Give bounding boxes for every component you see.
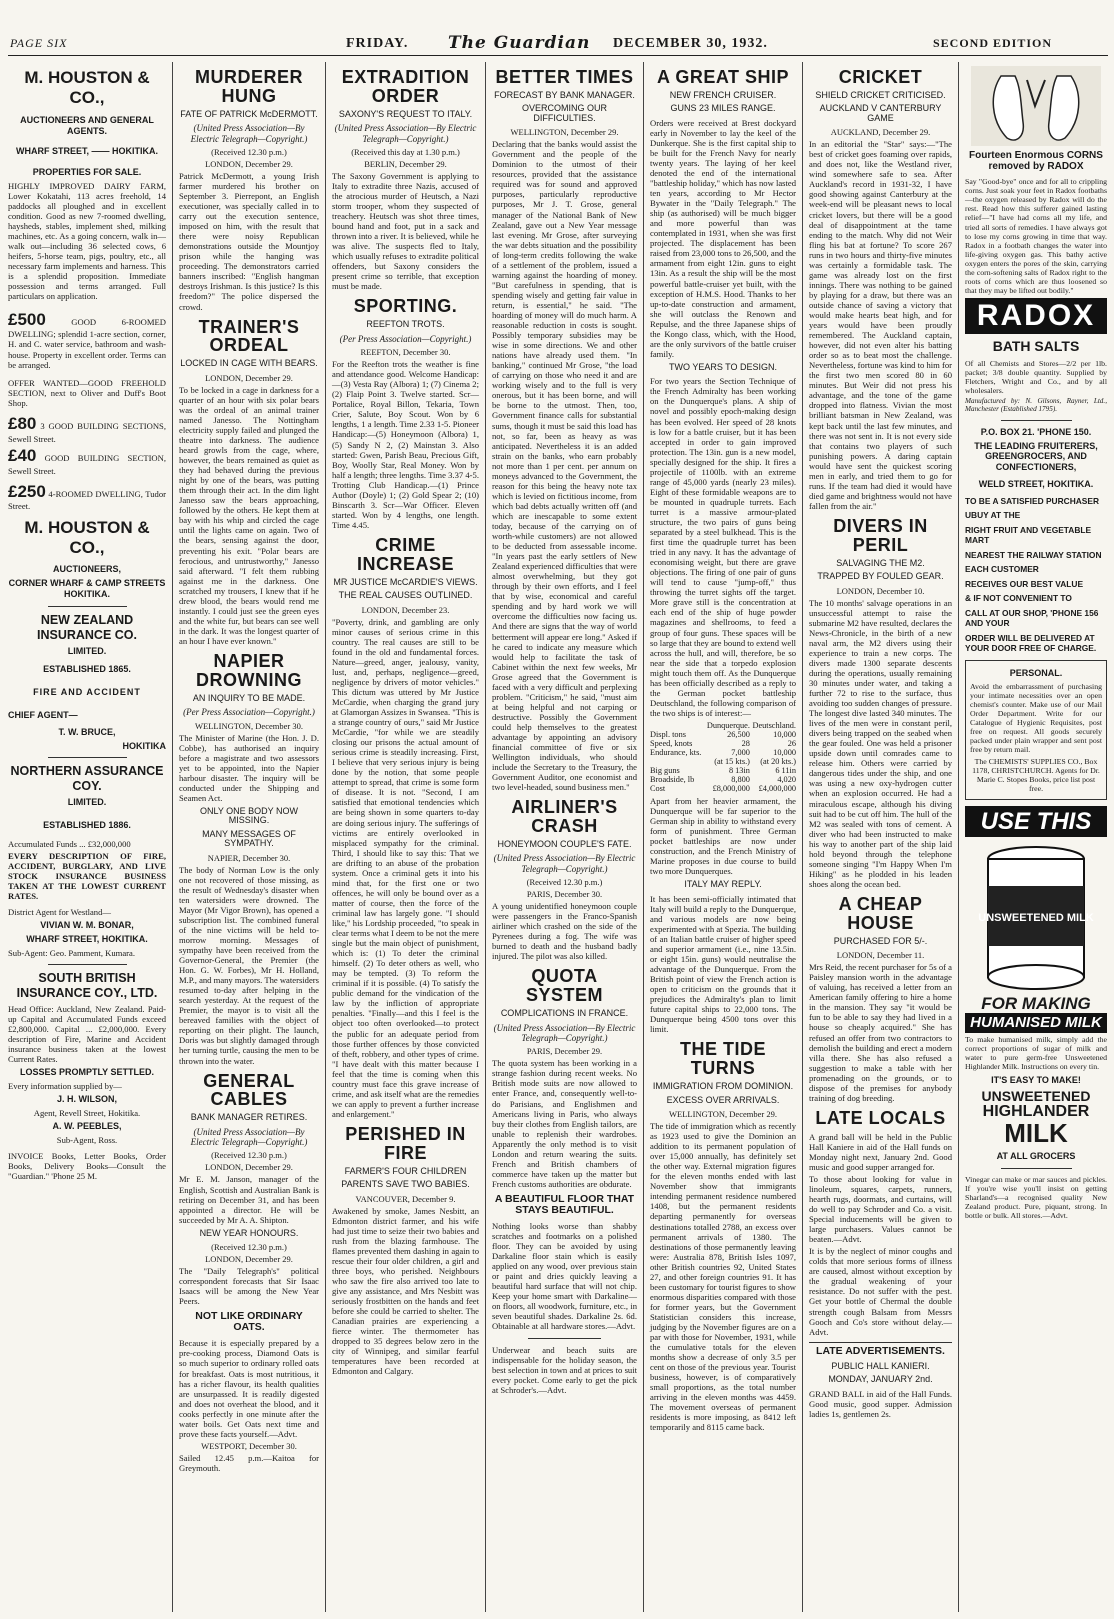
column-6 [805, 62, 956, 1612]
table-cell: 7,000 [731, 747, 750, 757]
column-rule [485, 62, 486, 1612]
article-subhead: SHIELD CRICKET CRITICISED. [815, 89, 946, 100]
article-body: For two years the Section Technique of the French Admiralty has been working on the Dunquerque's plans. A ship of novel and possibly epoch-making design has been evolved. Her speed of 28 knots is low for a battle cruiser, but it has been accepted in order to gain improved protection. The 13in. gun is a new model, specially designed for the ship. It fires a projectile of 1100lb. with an extreme range of 45,000 yards (nearly 23 miles). Eight of these formidable weapons are to be mounted in quadruple turrets. Each turret is a massive armour-plated structure, the two pairs of guns being separated by a steel bulkhead. This is the first time the quadruple turret has been tried in any navy. It has the advantage of economising weight, but there are grave objections. The firing of one pair of guns will tend to cause "jump-off," thus throwing the turret sights off the target. More grave still is the concentration at each end of the ship of huge powder magazines and shellrooms, to feed a group of four guns. These spaces will be so large that they are bound to extend well across the hull, and will, therefore, be so near the side that a torpedo explosion might touch them off. As the Dunquerque has been officially described as a reply to the German pocket battleship Deutschland, the following comparison of the two ships is of interest:— [650, 376, 796, 718]
article-subhead: FORECAST BY BANK MANAGER. [494, 89, 635, 100]
article-subhead: TWO YEARS TO DESIGN. [668, 361, 778, 372]
tin-label: UNSWEETENED MILK [978, 912, 1094, 925]
table-row [650, 766, 796, 775]
article-body: A grand ball will be held in the Public Hall Kaniere in aid of the Hall funds on Monday night next, January 2nd. Good music and good supper arranged for. [809, 1131, 952, 1172]
article-subhead: SAXONY'S REQUEST TO ITALY. [338, 108, 473, 119]
dateline: WELLINGTON, December 30. [195, 720, 303, 731]
property-4-price: £250 [8, 481, 46, 501]
table-cell: Endurance, kts. [650, 747, 702, 757]
dateline: LONDON, December 10. [836, 585, 925, 596]
divider [1001, 420, 1072, 421]
byline: (United Press Association—By Electric Telegraph—Copyright.) [493, 853, 636, 874]
article-body: GRAND BALL in aid of the Hall Funds. Good music, good supper. Admission ladies 1s, gentlemen 2s. [809, 1388, 952, 1419]
invoice-books: INVOICE Books, Letter Books, Order Books, Delivery Books—Consult the "Guardian." 'Phone 25 M. [8, 1150, 166, 1181]
article-body: Mrs Reid, the recent purchaser for 5s of a Paisley mansion worth in the advantage of valuing, has received a letter from an American family offering to hire a home in the mansion. They say "it would be fun to be able to say they had lived in a house so cheaply acquired." She has refused an offer from two contractors to demolish the building and erect a modern villa there. She has also refused a suggestion to make a table with her promenading on the grounds, or to dispose of the premises for anybody training of dog breeding. [809, 962, 952, 1103]
houston2-title: M. HOUSTON & CO., [24, 517, 150, 557]
edition: SECOND EDITION [933, 36, 1053, 50]
dateline: NAPIER, December 30. [207, 852, 291, 863]
milk-headline-1: FOR MAKING [981, 994, 1091, 1014]
list-item: NEAREST THE RAILWAY STATION [965, 549, 1102, 560]
article-body: Sailed 12.45 p.m.—Kaitoa for Greymouth. [179, 1452, 319, 1473]
article-subhead: FATE OF PATRICK McDERMOTT. [180, 108, 318, 119]
article-body: The Saxony Government is applying to Italy to extradite three Nazis, accused of the atrocious murder of Heutsch, a Nazi storm trooper, whom they suspected of treachery. Heutsch was shot three times, bound hand and foot, put in a sack and thrown into a river. It is believed, while he was alive. The suspects fled to Italy, which usually refuses to extradite political offenders, but Saxony considers the present crime so terrible, that exception must be made. [332, 170, 479, 292]
article-body: To be locked in a cage in darkness for a quarter of an hour with six polar bears was the ordeal of an animal trainer named Janesso. The Nottingham electricity supply failed and plunged the theatre into darkness. The audience heard growls from the cage, where, however, the bears remained as quiet as they had behaved during the previous night by one of the bears, was putting them through their act. In the dim light Janesso saw the bears approaching, followed by the others. He kept them at bay with his whip and circled the cage until the lights came on again. Two of the bears, sensing against the door, preventing his exit. "Polar bears are ferocious, and untrustworthy," Janesso said afterward. "I felt them rubbing against me in the darkness. One scratched my trousers, I knew that if he drew blood, the bears would rend me instantly. I could just see the green eyes and the white fur, but bears can see well in the dark. It was the longest quarter of an hour I have ever known." [179, 384, 319, 646]
table-cell: 4,020 [777, 774, 796, 784]
article-body: Nothing looks worse than shabby scratches and footmarks on a polished floor. They can be avoided by using Darkaline floor stain which is easily applied on any wood, over previous stain or paint and dries quickly leaving a beautiful hard surface that will not chip. Keep your home smart with Darkaline—on floors, all woodwork, furniture, etc., in seven beautiful shades. Darkaline 2s. 6d. Obtainable at all hardware stores.—Advt. [492, 1220, 637, 1332]
houston-address: WHARF STREET, —— HOKITIKA. [16, 146, 158, 157]
property-2-text: 3 GOOD BUILDING SECTIONS, Sewell Street. [8, 420, 166, 444]
article-body: Orders were received at Brest dockyard early in November to lay the keel of the Dunkerque. She is the first capital ship to be built for the French Navy for nearly twenty years. The laying of her keel denoted the end of the international "battleship holiday," which has now lasted ten years, according to Mr Hector Bywater in the "Daily Telegraph." The ship (as authorised) will be much bigger and more powerful than was contemplated in 1931, when she was first projected. The displacement has been raised from 23,000 tons to 26,500, and the armament from eight 12in. guns to eight 13in. As a result the ship will be the most powerful battle-cruiser yet built, with the exception of H.M.S. Hood. Thanks to her up-to-date construction and armament, she will outclass the Renown and Repulse, and the three Japanese ships of the Kongo class, which, with the Hood, are the only survivors of the battle cruiser family. [650, 117, 796, 359]
property-1-price: £500 [8, 309, 46, 329]
article-title: SPORTING. [353, 296, 458, 317]
column-7 [961, 62, 1111, 1612]
article-title: A GREAT SHIP [656, 67, 789, 87]
article-title: LATE LOCALS [815, 1107, 946, 1128]
article-subhead: REEFTON TROTS. [366, 319, 445, 330]
list-item: CALL AT OUR SHOP, 'PHONE 156 AND YOUR [965, 607, 1099, 629]
article-subhead: OVERCOMING OUR DIFFICULTIES. [521, 103, 607, 123]
list-item: RECEIVES OUR BEST VALUE [965, 578, 1084, 589]
article-subhead: MONDAY, JANUARY 2nd. [828, 1374, 933, 1385]
nzi-chief: CHIEF AGENT— [8, 710, 78, 721]
table-header-cell [650, 721, 704, 730]
table-header-cell: Deutschland. [752, 720, 796, 730]
dateline: LONDON, December 29. [205, 1162, 293, 1173]
table-cell: 8,800 [731, 774, 750, 784]
article-subhead: ONLY ONE BODY NOW MISSING. [199, 805, 299, 826]
table-cell: Big guns [650, 765, 680, 775]
article-subhead: LOCKED IN CAGE WITH BEARS. [180, 358, 318, 369]
article-subhead: MANY MESSAGES OF SYMPATHY. [202, 828, 296, 849]
dateline: LONDON, December 11. [836, 950, 925, 961]
column-1 [4, 62, 170, 1612]
article-body: The tide of immigration which as recently as 1923 used to give the Dominion an addition to its permanent population of over 15,000 annually, has definitely set the other way. External migration figures for the eleven months ended with last November show that immigrants intending permanent residence numbered 1408, but the permanent residents departing permanently for overseas destinations totalled 2788, an excess over permanent arrivals of 1380. The destinations of those permanently leaving were: Australia 878, British Isles 1097, other British countries 92, United States 27, and other foreign countries 91. It has been customary for tourist figures to show enormous disparities compared with those for former years, but the Government Statistician considers this increase, judging by the November figures are on a par with those for November, 1931, while the cumulative totals for the eleven months show a decrease of only 3.5 per cent on those of the previous year. Tourist business, however, is of comparatively small proportions, as the total number arriving in the eleven months was 4459. The movement overseas of permanent residents is more imposing, as 8412 left temporarily and 8115 came back. [650, 1121, 796, 1433]
article-subhead: GUNS 23 MILES RANGE. [670, 103, 776, 114]
article-body: Declaring that the banks would assist the Government and the people of the Dominion to the utmost of their resources, provided that the assistance required was for sound and approved purposes, particularly reproductive purposes, Mr J. T. Grose, general manager of the National Bank of New Zealand, gave out a New Year message last evening. Mr Grose, after surveying the war debts situation and the possibility of long-term credits following the wake of a settlement of the problem, issued a warning against the hoarding of money. "But carefulness in spending, that is spending wisely and getting fair value in return, is essential," he said. "The hoarding of money will do much harm. A reasonable reduction in costs is sought. Possibly temporary subsidies may be wise in some directions. We and other nations have already used them. "In banking," continued Mr Grose, "the load of carrying on those who need it and are working wisely and to the full is very onerous, but it has been borne, and will be borne to the utmost. Then, too, Government finance calls for substantial sums, though it must be said this load has not, so far, been as heavy as was anticipated. Nevertheless it is an added strain on the banks, who earn probably not more than 1 per cent. per annum on moneys advanced to the Government, the reason for this being the heavy note tax which is levied on fictitious income, from which bad debts actually written off (and which are inescapable to some extent today, because of the carrying on of worth-while customers) are not allowed to be deducted from assessable income. "In years past the early settlers of New Zealand experienced difficulties that were almost overwhelming, but they got through by their own efforts, and I feel that by wise, economical and careful spending and by hard work we will overcome the difficulties now facing us. And there are signs that the way of world betterment will appear ere long." Asked if he cared to indicate any measure which would help to facilitate the task of Cabinet within the next few weeks, Mr Grose agreed that the Government is faced with a very difficult and perplexing problem. "Criticism," he said, "must aim at being helpful and not carping or destructive. Possibly the Government could help themselves to the greatest advantage by appointing an advisory financial committee of five or six Wellington individuals, who should include the Secretary to the Treasury, the Government Auditor, one economist and two level-headed, sound business men." [492, 139, 637, 793]
radox-logo: RADOX [976, 299, 1096, 333]
use-this-text: USE THIS [980, 807, 1092, 835]
houston2-sub: AUCTIONEERS, [52, 564, 121, 575]
property-1-text: GOOD 6-ROOMED DWELLING; splendid 1-acre section, corner, H. and C. water service, bathroom and wash-house. Property in excellent order. Terms can be arranged. [8, 316, 166, 370]
article-body: It is by the neglect of minor coughs and colds that more serious forms of illness are caused, almost without exception by the gradual weakening of your resistance. Do not suffer with the pest. Get your bottle of Chermal the double strength cough Balsam from Messrs Gooch and Co's store without delay.—Advt. [809, 1246, 952, 1337]
table-cell: Cost [650, 783, 666, 793]
sbi-info: Every information supplied by— [8, 1081, 122, 1092]
article-subhead: THE REAL CAUSES OUTLINED. [338, 590, 473, 601]
article-body: The Minister of Marine (the Hon. J. D. Cobbe), has authorised an inquiry before a magistrate and two assessors yet to be appointed, into the Napier harbour disaster. The inquiry will be conducted under the Shipping and Seamen Act. [179, 732, 319, 803]
list-item: TO BE A SATISFIED PURCHASER [965, 495, 1100, 506]
article-subhead: FARMER'S FOUR CHILDREN [344, 1165, 467, 1176]
dateline: LONDON, December 23. [361, 604, 450, 615]
nai-funds: Accumulated Funds ... £32,000,000 [8, 839, 131, 850]
divider [48, 606, 127, 607]
sbi-agent-2: A. W. PEEBLES, [52, 1120, 122, 1131]
byline: (United Press Association—By Electric Telegraph—Copyright.) [334, 123, 477, 144]
article-subhead: NOT LIKE ORDINARY OATS. [195, 1310, 303, 1334]
article-title: AIRLINER'S CRASH [511, 797, 618, 837]
article-subhead: ITALY MAY REPLY. [684, 879, 762, 890]
page-number: PAGE SIX [10, 36, 68, 50]
property-4 [8, 482, 166, 512]
byline: (Per Press Association—Copyright.) [183, 707, 315, 718]
milk-body: To make humanised milk, simply add the correct proportions of sugar of milk and water to pure germ-free Unsweetened Highlander Milk. Instructions on every tin. [965, 1034, 1107, 1072]
article-subhead: PURCHASED FOR 5/-. [833, 935, 928, 946]
article-title: TRAINER'S ORDEAL [198, 316, 300, 356]
property-2 [8, 414, 166, 444]
dateline: LONDON, December 29. [205, 1254, 293, 1265]
leading-title: THE LEADING FRUITERERS, GREENGROCERS, AND CONFECTIONERS, [974, 440, 1098, 473]
feet-illustration [971, 66, 1101, 146]
property-1 [8, 310, 166, 370]
property-3-price: £40 [8, 445, 37, 465]
ship-comparison-table [650, 721, 796, 793]
article-subhead: TRAPPED BY FOULED GEAR. [817, 571, 944, 582]
table-cell: 26 [787, 738, 796, 748]
article-body: The "Daily Telegraph's" political correspondent forecasts that Sir Isaac Isaacs will be among the New Year Peers. [179, 1266, 319, 1307]
article-subhead: BANK MANAGER RETIRES. [190, 1112, 308, 1123]
use-this-banner [965, 806, 1107, 837]
article-subhead: HONEYMOON COUPLE'S FATE. [497, 839, 632, 850]
article-body: A young unidentified honeymoon couple were passengers in the Franco-Spanish airliner which crashed on the side of the Pyrenees during a fog. The wife was burned to death and the husband badly injured. The pilot was also killed. [492, 901, 637, 962]
dateline: PARIS, December 29. [526, 1046, 603, 1057]
article-title: CRIME INCREASE [356, 534, 454, 574]
article-subhead: AUCKLAND V CANTERBURY GAME [819, 103, 942, 123]
property-3 [8, 446, 166, 476]
received: (Received 12.30 p.m.) [526, 877, 603, 888]
list-item: UBUY AT THE [965, 510, 1021, 521]
nai-established: ESTABLISHED 1886. [43, 820, 131, 831]
tin-base [988, 965, 1084, 989]
list-item: RIGHT FRUIT AND VEGETABLE MART [965, 524, 1092, 546]
dateline: VANCOUVER, December 9. [355, 1193, 456, 1204]
table-row [650, 784, 796, 793]
column-2 [175, 62, 323, 1612]
masthead [8, 33, 1108, 56]
article-body: Mr E. M. Janson, manager of the English, Scottish and Australian Bank is retiring on December 31, and has been appointed a director. He will be succeeded by Mr A. A. Shipton. [179, 1174, 319, 1225]
leading-address: WELD STREET, HOKITIKA. [978, 479, 1094, 490]
article-body: The body of Norman Low is the only one not recovered of those missing, as the result of Wednesday's disaster when ten watersiders were drowned. The Mayor (Mr Vigor Brown), has opened a subscription list. The combined funeral of the nine victims will be held to-morrow morning. Messages of sympathy have been received from the Governor-General, the Premier (the Hon. G. W. Forbes), Mr H. Holland, M.P., and many mayors. The watersiders resumed to-day after helping in the search yesterday. At the request of the Premier, the mayor is to visit all the bereaved families with the object of reporting on their plight. The launch, Doris was but slightly damaged through her turning turtle, causing the men to be thrown into the water. [179, 864, 319, 1066]
received: (Received 12.30 p.m.) [211, 146, 287, 157]
radox-bath-salts: BATH SALTS [992, 337, 1080, 354]
table-cell: 28 [741, 738, 750, 748]
nai-title: NORTHERN ASSURANCE COY. [10, 764, 164, 794]
milk-highlander: HIGHLANDER [982, 1102, 1090, 1120]
nzi-established: ESTABLISHED 1865. [43, 664, 131, 675]
article-title: DIVERS IN PERIL [833, 515, 928, 555]
received: (Received this day at 1.30 p.m.) [351, 146, 460, 157]
article-subhead: NEW FRENCH CRUISER. [669, 89, 777, 100]
article-body: Patrick McDermott, a young Irish farmer murdered his brother on September 3. Pierrepont, an English executioner, was specially called in to carry out the execution sentence, imposed on him, with the result that there were noisy Republican demonstrations outside the Mountjoy prison while the hanging was proceeding. The demonstrators carried banners inscribed: "English hangman destroys Irishman. Is this justice? Is this freedom?" The police dispersed the crowd. [179, 170, 319, 312]
table-row [650, 775, 796, 784]
byline: (United Press Association—By Electric Telegraph—Copyright.) [493, 1022, 636, 1043]
article-subhead: IMMIGRATION FROM DOMINION. [652, 1081, 794, 1092]
column-4 [488, 62, 641, 1612]
dateline: AUCKLAND, December 29. [830, 127, 931, 138]
day: FRIDAY. [346, 36, 409, 51]
personal-address: The CHEMISTS' SUPPLIES CO., Box 1178, CHRISTCHURCH. Agents for Dr. Marie C. Stopes Books, price list post free. [972, 756, 1100, 793]
table-cell: (at 20 kts.) [760, 756, 796, 766]
houston-dairy: HIGHLY IMPROVED DAIRY FARM, Lower Kokatahi, 113 acres freehold, 14 paddocks all ploughed and in excellent condition. Good as new 7-roomed dwelling, haysheds, stables, implement shed, milking machines, etc. As a going concern, walk in—walk out—including 36 selected cows, 6 heifers, 5-horse team, pigs, poultry, etc., all necessary farm implements and harness. This is a splendid proposition. Immediate possession and terms arranged. Full particulars on application. [8, 180, 166, 302]
column-rule [802, 62, 803, 1612]
article-body: For the Reefton trots the weather is fine and attendance good. Welcome Handicap:—(3) Vesta Ray (Albora) 1; (7) Cinema 2; (2) Flaip Point 3. Twelve started. Scr—Portalice, Royal Billon, Tekaria, Town Crier, Salute, Boy Scout. Won by 6 lengths, 1 a length. Time 2.33 1-5. Pioneer Handicap:—(5) Honeymoon (Albora) 1, (5) Sandy N 2, (2) Mainstan 3. Also started: Gwen, Parish Beau, Precious Gift, Boy, Woolly Star, Real Money. Won by half a length; three lengths. Time 3.37 4-5. Trotting Club Handicap.—(1) Prince Author (Doyle) 1; (2) Gold Spear 2; (10) Binscarth 3. Scr—War Officer. Eleven started. Won by 4 lengths, one length. Time 4.45. [332, 359, 479, 530]
article-body: The quota system has been working in a strange fashion during recent weeks. No British mode suits are now allowed to enter France, and, consequently well-to-do Parisians, and Englishmen and Americans living in Paris, who always buy their clothes from English tailors, are unable to replenish their wardrobes. Apparently the only method is to visit London and return wearing the suits. French and British chambers of commerce have taken up the matter but French customs authorities are obdurate. [492, 1058, 637, 1189]
dateline: WESTPORT, December 30. [201, 1440, 297, 1451]
column-rule [172, 62, 173, 1612]
paper-title: The Guardian [448, 33, 591, 53]
personal-body: Avoid the embarrassment of purchasing your intimate necessities over an open chemist's counter. Make use of our Mail Order Department. Write for our Catalogue of Hygienic Requisites, post free on request. All goods securely packed under plain wrapper and sent post free by return mail. [970, 681, 1102, 755]
article-subhead: SALVAGING THE M2. [836, 557, 925, 568]
table-cell: Broadside, lb [650, 774, 695, 784]
divider [528, 1338, 601, 1339]
sbi-agent-2-address: Sub-Agent, Ross. [56, 1134, 118, 1145]
nai-street: WHARF STREET, HOKITIKA. [26, 934, 148, 945]
radox-maker: Manufactured by: N. Gilsons, Rayner, Ltd., Manchester (Established 1795). [965, 397, 1107, 414]
table-cell: Speed, knots [650, 738, 693, 748]
article-subhead: PARENTS SAVE TWO BABIES. [341, 1179, 470, 1190]
article-title: A CHEAP HOUSE [838, 893, 923, 933]
nzi-place: HOKITIKA [122, 740, 166, 751]
article-subhead: PUBLIC HALL KANIERI. [831, 1360, 930, 1371]
property-2-price: £80 [8, 413, 37, 433]
sbi-losses: LOSSES PROMPTLY SETTLED. [19, 1067, 155, 1078]
nai-description: EVERY DESCRIPTION OF FIRE, ACCIDENT, BURGLARY, AND LIVE STOCK INSURANCE BUSINESS TAKEN AT THE LOWEST CURRENT RATES. [8, 851, 166, 902]
article-body: The 10 months' salvage operations in an unsuccessful attempt to raise the submarine M2 have resulted, declares the News-Chronicle, in the birth of a new naval arm, the M2 divers using their experience to train a new corps. The divers made 1300 separate descents during the operations, usually remaining 30 minutes under water, and taking a further 72 to rise to the surface, thus avoiding too sudden changes of pressure. The longest dive lasted 340 minutes. The lives of the men were in constant peril, divers being trapped on the seabed when the gear fouled. One was held a prisoner upside down until comrades came to release him. Others were carried by dangerous tides under the ship, and one was using a new oxy-hydrogen cutter when an explosion occurred. He had a miraculous escape, although his diving suit had to be cut off him. The hull of the M2 was sealed with tons of cement. A diver who had been instructed to make his way to another part of the ship laid hold beyond through the telephone someone singing "I'm Happy When I'm Hiking" as he plodded in his leaden shoes along the ocean bed. [809, 597, 952, 889]
sbi-title: SOUTH BRITISH INSURANCE COY., LTD. [16, 971, 158, 1001]
article-title: GENERAL CABLES [203, 1070, 295, 1110]
article-subhead: COMPLICATIONS IN FRANCE. [500, 1008, 629, 1019]
nai-agent: VIVIAN W. M. BONAR, [40, 920, 134, 931]
nai-limited: LIMITED. [67, 797, 107, 808]
article-subhead: NEW YEAR HONOURS. [199, 1227, 299, 1238]
article-subhead: EXCESS OVER ARRIVALS. [666, 1094, 780, 1105]
article-title: PERISHED IN FIRE [345, 1123, 466, 1163]
divider [48, 964, 127, 965]
article-body: Because it is especially prepared by a pre-cooking process, Diamond Oats is so much superior to ordinary rolled oats for breakfast. Oats is most nutritious, it has a richer flavour, its health qualities are unsurpassed. It is readily digested and does not overheat the blood, and it cooks perfectly in one minute after the water boils. Get Oats next time and prove these facts yourself.—Advt. [179, 1338, 319, 1439]
nai-subagent: Sub-Agent: Geo. Pamment, Kumara. [8, 947, 135, 958]
table-cell: (at 15 kts.) [714, 756, 750, 766]
vinegar-ad: Vinegar can make or mar sauces and pickles. If you're wise you'll insist on getting Sharland's—a recognised quality New Zealand product. Pure, piquant, strong. In bottle or bulk. All stores.—Advt. [965, 1174, 1107, 1221]
dateline: LONDON, December 29. [205, 158, 293, 169]
leading-phone: P.O. BOX 21. 'PHONE 150. [980, 426, 1092, 437]
byline: (United Press Association—By Electric Telegraph—Copyright.) [190, 1126, 308, 1148]
table-cell: Displ. tons [650, 729, 686, 739]
nzi-limited: LIMITED. [67, 645, 107, 656]
nzi-agent: T. W. BRUCE, [58, 726, 116, 737]
article-body: It has been semi-officially intimated that Italy will build a reply to the Dunquerque, and various models are now being experimented with at Spezia. The building of an Italian battle cruiser of higher speed and superior armament (i.e., nine 13.5in. or eight 15in. guns) would neutralise the advantage of the Dunquerque. From the British point of view the French action is open to criticism on the grounds that it prejudices the Admiralty's plan to limit future capital ships to 22,000 tons. The Dunquerque being 4500 tons over this limit. [650, 893, 796, 1035]
byline: (Per Press Association—Copyright.) [339, 333, 472, 344]
column-rule [958, 62, 959, 1612]
radox-logo-box [965, 298, 1107, 334]
article-body: Apart from her heavier armament, the Dunquerque will be far superior to the German ship in ability to withstand every form of punishment. Three German pocket battleships are now under construction, and the French Ministry of Marine proposes in due course to build two more Dunquerques. [650, 795, 796, 877]
houston-sub: AUCTIONEERS AND GENERAL AGENTS. [20, 114, 154, 136]
divider [1001, 1168, 1072, 1169]
article-body: To those about looking for value in linoleum, squares, carpets, runners, hearth rugs, doormats, and curtains, will do well to pay Schroder and Co. a visit. Special inducements will be given to large purchasers. Values cannot be beaten.—Advt. [809, 1173, 952, 1245]
dateline: REEFTON, December 30. [360, 347, 451, 358]
milk-unsweetened: UNSWEETENED [981, 1088, 1091, 1104]
divider [48, 757, 127, 758]
table-row [650, 748, 796, 757]
personal-ad [965, 660, 1107, 800]
article-subhead: A BEAUTIFUL FLOOR THAT STAYS BEAUTIFUL. [494, 1192, 635, 1216]
radox-headline: Fourteen Enormous CORNS removed by RADOX [969, 150, 1103, 172]
sbi-agent-1-address: Agent, Revell Street, Hokitika. [33, 1107, 141, 1118]
radox-price: Of all Chemists and Stores—2/2 per 1lb. packet; 3/8 double quantity. Supplied by Fletchers, Wright and Co., and by all wholesalers. [965, 358, 1107, 395]
milk-word: MILK [1004, 1118, 1068, 1149]
dateline: BERLIN, December 29. [364, 158, 447, 169]
column-rule [325, 62, 326, 1612]
table-cell: 6 11in [775, 765, 796, 775]
article-title: THE TIDE TURNS [679, 1039, 766, 1079]
article-title: QUOTA SYSTEM [525, 966, 603, 1006]
list-item: EACH CUSTOMER [965, 564, 1039, 575]
table-body [650, 730, 796, 793]
nzi-fire: FIRE AND ACCIDENT [33, 687, 141, 698]
article-body: "Poverty, drink, and gambling are only minor causes of serious crime in this country. The real causes are still to be found in the old and fundamental forces. Nature—greed, anger, jealousy, vanity, lust, and, perhaps, negligence—greed, negligence by drivers of motor vehicles." This dictum was uttered by Mr Justice McCardie, when charging the grand jury at Glamorgan Assizes in Swansea. "This is a strange country of ours," said Mr Justice McCardie, "for while we are steadily closing our prisons the actual amount of serious crime is steadily increasing. First, I believe that very serious injury is being done by the notion, that some people attempt to spread, that crime is some form of disease. It is not. "Second, I am satisfied that emotional tendencies which are being shown in some quarters to-day are doing serious injury. The sufferings of victims are entirely overlooked in misplaced sympathy for the criminal. Third, I should like to say this: That we are drifting to an abuse of the probation system. Once a criminal gets it into his mind that, for the first one or two offences, he will only be bound over as a matter of course, then the force of the criminal law has largely gone. "I should like," his Lordship proceeded, "to speak in clear terms what I deem to be not the mere single but the main object of punishment, which is: (1) To deter the criminal himself. (2) To deter others as well, who may be tempted. (3) To reform the criminal if it is possible. (4) To satisfy the public demand for the vindication of the law by the infliction of appropriate penalties. "Finally—and this I feel is the object too often overlooked—to protect the public for an adequate period from those further offences by those convicted of theft, robbery, and other types of crime. "I have dealt with this matter because I feel that the time is coming when this country must face this grave increase of crime, and ask itself what are the remedies we can apply to prevent a further increase and enlargement." [332, 616, 479, 1119]
dateline: PARIS, December 30. [526, 889, 603, 900]
article-body: Awakened by smoke, James Nesbitt, an Edmonton district farmer, and his wife had just time to seize their two babies and rush from the blazing farmhouse. The flames prevented them dashing in again to rescue their four older children, a girl and three boys, who perished. Neighbours who saw the fire also arrived too late to give any assistance, and Mrs Nesbitt was seriously frostbitten on the hands and feet before she could be carried to shelter. The Canadian prairies are experiencing a fierce winter. The thermometer has dropped to 35 degrees below zero in the city of Winnipeg, and similar fearful temperatures have been recorded at Edmonton and Calgary. [332, 1205, 479, 1377]
issue-date: DECEMBER 30, 1932. [613, 36, 768, 51]
article-title: CRICKET [838, 67, 923, 87]
table-cell: 10,000 [773, 729, 796, 739]
milk-easy: IT'S EASY TO MAKE! [991, 1075, 1081, 1086]
houston-title: M. HOUSTON & CO., [24, 68, 150, 108]
column-3 [328, 62, 483, 1612]
nzi-title: NEW ZEALAND INSURANCE CO. [36, 612, 137, 642]
property-4-text: 4-ROOMED DWELLING, Tudor Street. [8, 488, 166, 512]
article-title: BETTER TIMES [495, 67, 634, 87]
article-title: NAPIER DROWNING [196, 651, 302, 690]
milk-tin-illustration [976, 841, 1096, 991]
article-title: MURDERER HUNG [194, 67, 303, 106]
table-cell: 10,000 [773, 747, 796, 757]
table-cell: 26,500 [727, 729, 750, 739]
milk-grocers: AT ALL GROCERS [996, 1150, 1076, 1161]
list-item: & IF NOT CONVENIENT TO [965, 593, 1072, 604]
dateline: WELLINGTON, December 29. [510, 127, 619, 138]
article-subhead: MR JUSTICE McCARDIE'S VIEWS. [333, 576, 478, 587]
article-subhead: AN INQUIRY TO BE MADE. [192, 692, 306, 703]
milk-headline-2: HUMANISED MILK [965, 1013, 1107, 1033]
article-title: EXTRADITION ORDER [341, 67, 470, 106]
dateline: LONDON, December 29. [205, 372, 293, 383]
article-body: Underwear and beach suits are indispensable for the holiday season, the best selection in town and at prices to suit every pocket. Come early to get the pick at Schroder's.—Advt. [492, 1344, 637, 1395]
personal-title: PERSONAL. [1009, 667, 1063, 678]
table-cell [650, 757, 704, 766]
acrostic-list [965, 496, 1107, 654]
table-row [650, 739, 796, 748]
byline: (United Press Association—By Electric Telegraph—Copyright.) [190, 123, 308, 144]
nai-district: District Agent for Westland— [8, 907, 111, 918]
property-3-text: GOOD BUILDING SECTION, Sewell Street. [8, 452, 166, 476]
table-cell: 8 13in [728, 765, 750, 775]
table-header [650, 721, 796, 730]
late-ads-title: LATE ADVERTISEMENTS. [809, 1342, 952, 1357]
houston2-address: CORNER WHARF & CAMP STREETS HOKITIKA. [8, 578, 166, 599]
table-row [650, 757, 796, 766]
table-cell: £4,000,000 [758, 783, 796, 793]
table-row [650, 730, 796, 739]
radox-body: Say "Good-bye" once and for all to crippling corns. Just soak your feet in Radox footbaths—the oxygen released by Radox will do the rest. Read how this sufferer gained lasting relief—"I have had corns all my life, and tried all sorts of remedies. I have always got to lose my corns growing in time that way. Radox in a footbath changes the water into life-giving oxygen gas. This bathy active oxygen enters the pores of the skin, carrying the corn-softening salts of Radox right to the roots of corns which are thus loosened so that they may be lifted out bodily." [965, 177, 1107, 296]
sbi-body: Head Office: Auckland, New Zealand. Paid-up Capital and Accumulated Funds exceed £2,800,000. Capital ... £2,000,000. Every description of Fire, Marine and Accident insurance business taken at the lowest Current Rates. [8, 1004, 166, 1065]
column-rule [643, 62, 644, 1612]
sbi-agent-1: J. H. WILSON, [56, 1094, 117, 1105]
table-cell: £8,000,000 [712, 783, 750, 793]
article-body: In an editorial the "Star" says:—"The best of cricket goes foaming over rapids, and does not, like the Westland river, wind somewhere safe to sea. After Auckland's record in 1931-32, I have good showing against Canterbury at the week-end will be pleasant news to local cricket lovers, but there will be a good deal of disappointment at the tame ending to the match. Why did not Weir fling his bat at fortune? To score 267 runs in two hours and thirty-five minutes was certainly a formidable task. The game was already lost on the first innings. There was nothing to be gained by playing for a draw, but there was an outside chance of saving a victory that would make hearts beat high, and for years would have been proudly remembered. The Auckland captain, however, did not even alter his batting order so as to beat most the challenge. Nevertheless, fortune was kind to him for the first two men scored 80 in 60 minutes. But Weir did not press his advantage, and the tone of the game dropped into flatness. Vivian the most brilliant batsman in New Zealand, was kept back until the last few minutes, and there was not sent in. It is not every side that contains two players of such punishing powers. A daring captain would have sent the quickest scoring men in early, and tried them to go for runs. If the team had died it would have died game and brightness would not have fallen from the air." [809, 139, 952, 511]
list-item: ORDER WILL BE DELIVERED AT YOUR DOOR FREE OF CHARGE. [965, 632, 1097, 654]
offer-wanted: OFFER WANTED—GOOD FREEHOLD SECTION, next to Oliver and Duff's Boot Shop. [8, 377, 166, 408]
received: (Received 12.30 p.m.) [211, 1150, 287, 1161]
houston-sale: PROPERTIES FOR SALE. [32, 167, 142, 178]
dateline: WELLINGTON, December 29. [669, 1109, 777, 1120]
received: (Received 12.30 p.m.) [211, 1242, 287, 1253]
table-header-cell: Dunquerque. [706, 720, 750, 730]
column-5 [646, 62, 800, 1612]
